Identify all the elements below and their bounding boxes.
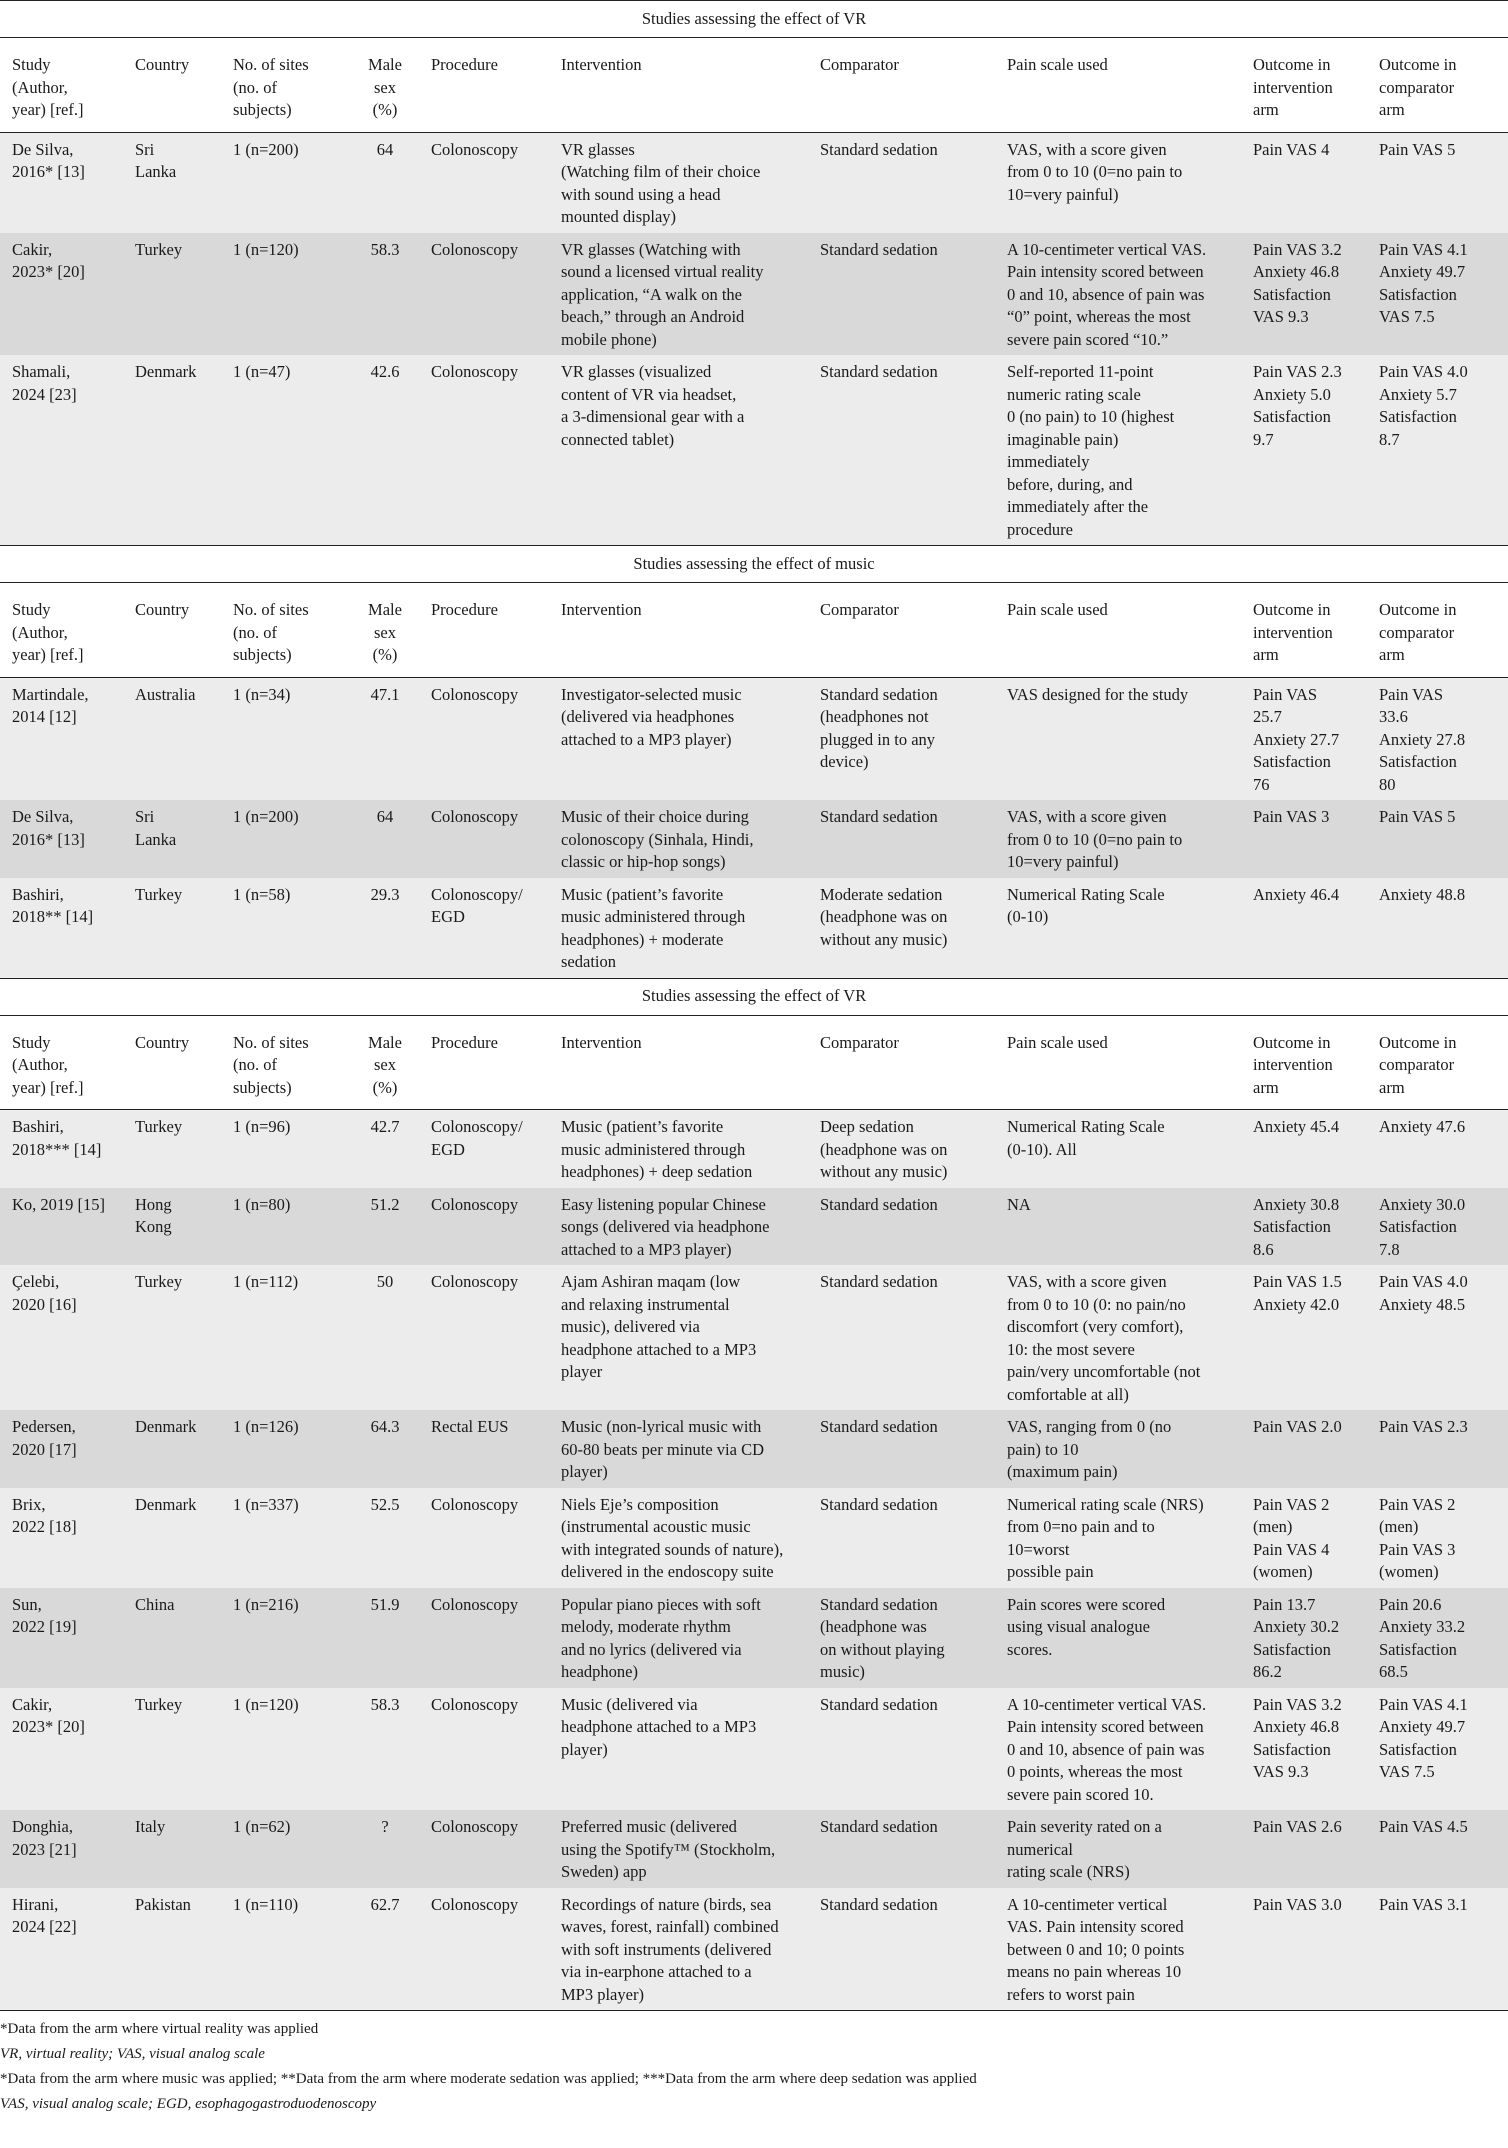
outcome-comparator-cell: Anxiety 30.0 Satisfaction 7.8 [1367, 1188, 1508, 1266]
pain-scale-cell: VAS, with a score given from 0 to 10 (0: no pain/no discomfort (very comfort), 10: the most severe pain/very uncomfortable (not comfortable at all) [995, 1265, 1241, 1410]
country-cell: Turkey [123, 878, 221, 979]
comparator-cell: Standard sedation [808, 1265, 995, 1410]
table-row [0, 1188, 1508, 1266]
comparator-cell: Standard sedation (headphones not plugged in to any device) [808, 677, 995, 800]
male-sex-cell: 58.3 [351, 1688, 419, 1811]
outcome-intervention-cell: Pain VAS 3 [1241, 800, 1367, 878]
note-vas-abbreviations: VAS, visual analog scale; EGD, esophagogastroduodenoscopy [0, 2096, 377, 2112]
pain-scale-cell: Pain scores were scored using visual analogue scores. [995, 1588, 1241, 1688]
country-cell: Turkey [123, 233, 221, 356]
sites-cell: 1 (n=80) [221, 1188, 351, 1266]
procedure-cell: Colonoscopy [419, 800, 549, 878]
pain-scale-cell: A 10-centimeter vertical VAS. Pain intensity scored between 0 and 10; 0 points means no pain whereas 10 refers to worst pain [995, 1888, 1241, 2011]
table-row [0, 132, 1508, 233]
sites-cell: 1 (n=47) [221, 355, 351, 546]
header-comparator: Comparator [808, 1015, 995, 1110]
outcome-comparator-cell: Pain VAS 4.0 Anxiety 5.7 Satisfaction 8.7 [1367, 355, 1508, 546]
sites-cell: 1 (n=200) [221, 800, 351, 878]
comparator-cell: Standard sedation [808, 233, 995, 356]
table-row [0, 233, 1508, 356]
study-cell: Shamali, 2024 [23] [0, 355, 123, 546]
outcome-comparator-cell: Pain VAS 4.1 Anxiety 49.7 Satisfaction VAS 7.5 [1367, 1688, 1508, 1811]
intervention-cell: VR glasses (visualized content of VR via headset, a 3-dimensional gear with a connected tablet) [549, 355, 808, 546]
pain-scale-cell: VAS, ranging from 0 (no pain) to 10 (maximum pain) [995, 1410, 1241, 1488]
section-title: Studies assessing the effect of music [0, 546, 1508, 583]
outcome-comparator-cell: Anxiety 48.8 [1367, 878, 1508, 979]
table-notes [0, 2011, 1508, 2117]
table-row [0, 800, 1508, 878]
male-sex-cell: 42.7 [351, 1110, 419, 1188]
intervention-cell: Music (patient’s favorite music administered through headphones) + deep sedation [549, 1110, 808, 1188]
sites-cell: 1 (n=112) [221, 1265, 351, 1410]
procedure-cell: Colonoscopy [419, 1188, 549, 1266]
outcome-intervention-cell: Pain VAS 4 [1241, 132, 1367, 233]
comparator-cell: Standard sedation [808, 1488, 995, 1588]
table-row [0, 1888, 1508, 2011]
pain-scale-cell: Numerical rating scale (NRS) from 0=no pain and to 10=worst possible pain [995, 1488, 1241, 1588]
header-intervention: Intervention [549, 38, 808, 133]
intervention-cell: Recordings of nature (birds, sea waves, forest, rainfall) combined with soft instruments (delivered via in-earphone attached to a MP3 player) [549, 1888, 808, 2011]
header-pain-scale: Pain scale used [995, 38, 1241, 133]
comparator-cell: Standard sedation [808, 1810, 995, 1888]
header-procedure: Procedure [419, 583, 549, 678]
country-cell: Australia [123, 677, 221, 800]
header-country: Country [123, 583, 221, 678]
pain-scale-cell: NA [995, 1188, 1241, 1266]
outcome-comparator-cell: Pain VAS 5 [1367, 800, 1508, 878]
sites-cell: 1 (n=200) [221, 132, 351, 233]
comparator-cell: Deep sedation (headphone was on without any music) [808, 1110, 995, 1188]
header-row [0, 38, 1508, 133]
header-outcome-comparator: Outcome in comparator arm [1367, 38, 1508, 133]
male-sex-cell: 64.3 [351, 1410, 419, 1488]
outcome-intervention-cell: Anxiety 30.8 Satisfaction 8.6 [1241, 1188, 1367, 1266]
outcome-comparator-cell: Pain VAS 33.6 Anxiety 27.8 Satisfaction 80 [1367, 677, 1508, 800]
sites-cell: 1 (n=34) [221, 677, 351, 800]
procedure-cell: Colonoscopy/ EGD [419, 1110, 549, 1188]
comparator-cell: Standard sedation [808, 1410, 995, 1488]
intervention-cell: Niels Eje’s composition (instrumental acoustic music with integrated sounds of nature), delivered in the endoscopy suite [549, 1488, 808, 1588]
section-title: Studies assessing the effect of VR [0, 978, 1508, 1015]
header-outcome-intervention: Outcome in intervention arm [1241, 583, 1367, 678]
country-cell: Sri Lanka [123, 800, 221, 878]
header-pain-scale: Pain scale used [995, 583, 1241, 678]
comparator-cell: Standard sedation [808, 132, 995, 233]
intervention-cell: VR glasses (Watching film of their choice with sound using a head mounted display) [549, 132, 808, 233]
table-row [0, 878, 1508, 979]
table-row [0, 1488, 1508, 1588]
pain-scale-cell: A 10-centimeter vertical VAS. Pain intensity scored between 0 and 10, absence of pain was “0” point, whereas the most severe pain scored “10.” [995, 233, 1241, 356]
comparator-cell: Standard sedation [808, 1688, 995, 1811]
outcome-intervention-cell: Pain VAS 2.0 [1241, 1410, 1367, 1488]
procedure-cell: Colonoscopy [419, 132, 549, 233]
sites-cell: 1 (n=120) [221, 1688, 351, 1811]
header-male-sex: Male sex (%) [351, 38, 419, 133]
outcome-intervention-cell: Anxiety 45.4 [1241, 1110, 1367, 1188]
male-sex-cell: 52.5 [351, 1488, 419, 1588]
male-sex-cell: 50 [351, 1265, 419, 1410]
outcome-intervention-cell: Pain VAS 2.3 Anxiety 5.0 Satisfaction 9.7 [1241, 355, 1367, 546]
comparator-cell: Standard sedation [808, 800, 995, 878]
pain-scale-cell: Numerical Rating Scale (0-10) [995, 878, 1241, 979]
study-cell: Pedersen, 2020 [17] [0, 1410, 123, 1488]
header-outcome-comparator: Outcome in comparator arm [1367, 1015, 1508, 1110]
note-music-arm: *Data from the arm where music was applied; **Data from the arm where moderate sedation was applied; ***Data from the arm where deep sedation was applied [0, 2071, 977, 2087]
intervention-cell: Preferred music (delivered using the Spotify™ (Stockholm, Sweden) app [549, 1810, 808, 1888]
header-sites: No. of sites (no. of subjects) [221, 583, 351, 678]
outcome-comparator-cell: Pain VAS 4.1 Anxiety 49.7 Satisfaction VAS 7.5 [1367, 233, 1508, 356]
header-pain-scale: Pain scale used [995, 1015, 1241, 1110]
section-title-row [0, 546, 1508, 583]
header-study: Study (Author, year) [ref.] [0, 38, 123, 133]
country-cell: Hong Kong [123, 1188, 221, 1266]
header-row [0, 1015, 1508, 1110]
male-sex-cell: ? [351, 1810, 419, 1888]
study-cell: Bashiri, 2018*** [14] [0, 1110, 123, 1188]
study-cell: Hirani, 2024 [22] [0, 1888, 123, 2011]
study-cell: Sun, 2022 [19] [0, 1588, 123, 1688]
intervention-cell: Music (non-lyrical music with 60-80 beats per minute via CD player) [549, 1410, 808, 1488]
header-country: Country [123, 38, 221, 133]
pain-scale-cell: Numerical Rating Scale (0-10). All [995, 1110, 1241, 1188]
comparator-cell: Standard sedation (headphone was on without playing music) [808, 1588, 995, 1688]
header-procedure: Procedure [419, 1015, 549, 1110]
table-row [0, 1588, 1508, 1688]
header-study: Study (Author, year) [ref.] [0, 1015, 123, 1110]
outcome-intervention-cell: Pain VAS 2.6 [1241, 1810, 1367, 1888]
study-cell: Çelebi, 2020 [16] [0, 1265, 123, 1410]
outcome-comparator-cell: Anxiety 47.6 [1367, 1110, 1508, 1188]
procedure-cell: Colonoscopy [419, 233, 549, 356]
comparator-cell: Moderate sedation (headphone was on without any music) [808, 878, 995, 979]
pain-scale-cell: Self-reported 11-point numeric rating scale 0 (no pain) to 10 (highest imaginable pain) immediately before, during, and immediately after the procedure [995, 355, 1241, 546]
sites-cell: 1 (n=110) [221, 1888, 351, 2011]
sites-cell: 1 (n=58) [221, 878, 351, 979]
note-vr-abbreviations: VR, virtual reality; VAS, visual analog scale [0, 2046, 265, 2062]
procedure-cell: Colonoscopy [419, 1888, 549, 2011]
procedure-cell: Colonoscopy [419, 1265, 549, 1410]
study-cell: De Silva, 2016* [13] [0, 132, 123, 233]
pain-scale-cell: A 10-centimeter vertical VAS. Pain intensity scored between 0 and 10, absence of pain was 0 points, whereas the most severe pain scored 10. [995, 1688, 1241, 1811]
header-outcome-intervention: Outcome in intervention arm [1241, 1015, 1367, 1110]
section-title-row [0, 978, 1508, 1015]
male-sex-cell: 62.7 [351, 1888, 419, 2011]
note-vr-arm: *Data from the arm where virtual reality was applied [0, 2021, 319, 2037]
intervention-cell: Music (patient’s favorite music administered through headphones) + moderate sedation [549, 878, 808, 979]
sites-cell: 1 (n=120) [221, 233, 351, 356]
country-cell: Turkey [123, 1688, 221, 1811]
male-sex-cell: 51.9 [351, 1588, 419, 1688]
intervention-cell: VR glasses (Watching with sound a licensed virtual reality application, “A walk on the beach,” through an Android mobile phone) [549, 233, 808, 356]
country-cell: China [123, 1588, 221, 1688]
header-procedure: Procedure [419, 38, 549, 133]
table-row [0, 1688, 1508, 1811]
outcome-comparator-cell: Pain VAS 3.1 [1367, 1888, 1508, 2011]
sites-cell: 1 (n=62) [221, 1810, 351, 1888]
study-cell: Cakir, 2023* [20] [0, 1688, 123, 1811]
comparator-cell: Standard sedation [808, 1888, 995, 2011]
male-sex-cell: 58.3 [351, 233, 419, 356]
male-sex-cell: 64 [351, 800, 419, 878]
procedure-cell: Colonoscopy [419, 1588, 549, 1688]
outcome-intervention-cell: Pain VAS 3.2 Anxiety 46.8 Satisfaction VAS 9.3 [1241, 233, 1367, 356]
intervention-cell: Music (delivered via headphone attached to a MP3 player) [549, 1688, 808, 1811]
intervention-cell: Easy listening popular Chinese songs (delivered via headphone attached to a MP3 player) [549, 1188, 808, 1266]
study-cell: Donghia, 2023 [21] [0, 1810, 123, 1888]
table-row [0, 1410, 1508, 1488]
country-cell: Sri Lanka [123, 132, 221, 233]
table-row [0, 1265, 1508, 1410]
section-title: Studies assessing the effect of VR [0, 1, 1508, 38]
intervention-cell: Popular piano pieces with soft melody, moderate rhythm and no lyrics (delivered via headphone) [549, 1588, 808, 1688]
procedure-cell: Colonoscopy/ EGD [419, 878, 549, 979]
outcome-comparator-cell: Pain VAS 2.3 [1367, 1410, 1508, 1488]
header-intervention: Intervention [549, 1015, 808, 1110]
outcome-intervention-cell: Pain VAS 3.2 Anxiety 46.8 Satisfaction VAS 9.3 [1241, 1688, 1367, 1811]
pain-scale-cell: Pain severity rated on a numerical rating scale (NRS) [995, 1810, 1241, 1888]
intervention-cell: Music of their choice during colonoscopy (Sinhala, Hindi, classic or hip-hop songs) [549, 800, 808, 878]
outcome-intervention-cell: Pain VAS 1.5 Anxiety 42.0 [1241, 1265, 1367, 1410]
pain-scale-cell: VAS, with a score given from 0 to 10 (0=no pain to 10=very painful) [995, 800, 1241, 878]
country-cell: Italy [123, 1810, 221, 1888]
procedure-cell: Colonoscopy [419, 355, 549, 546]
study-cell: Ko, 2019 [15] [0, 1188, 123, 1266]
header-outcome-comparator: Outcome in comparator arm [1367, 583, 1508, 678]
pain-scale-cell: VAS, with a score given from 0 to 10 (0=no pain to 10=very painful) [995, 132, 1241, 233]
male-sex-cell: 51.2 [351, 1188, 419, 1266]
header-study: Study (Author, year) [ref.] [0, 583, 123, 678]
country-cell: Denmark [123, 1488, 221, 1588]
study-cell: Martindale, 2014 [12] [0, 677, 123, 800]
table-row [0, 677, 1508, 800]
country-cell: Pakistan [123, 1888, 221, 2011]
section-title-row [0, 1, 1508, 38]
intervention-cell: Investigator-selected music (delivered via headphones attached to a MP3 player) [549, 677, 808, 800]
outcome-comparator-cell: Pain VAS 4.0 Anxiety 48.5 [1367, 1265, 1508, 1410]
sites-cell: 1 (n=96) [221, 1110, 351, 1188]
male-sex-cell: 47.1 [351, 677, 419, 800]
male-sex-cell: 29.3 [351, 878, 419, 979]
sites-cell: 1 (n=216) [221, 1588, 351, 1688]
comparator-cell: Standard sedation [808, 1188, 995, 1266]
country-cell: Turkey [123, 1265, 221, 1410]
outcome-comparator-cell: Pain VAS 2 (men) Pain VAS 3 (women) [1367, 1488, 1508, 1588]
header-row [0, 583, 1508, 678]
header-outcome-intervention: Outcome in intervention arm [1241, 38, 1367, 133]
outcome-intervention-cell: Pain VAS 2 (men) Pain VAS 4 (women) [1241, 1488, 1367, 1588]
outcome-comparator-cell: Pain 20.6 Anxiety 33.2 Satisfaction 68.5 [1367, 1588, 1508, 1688]
outcome-comparator-cell: Pain VAS 4.5 [1367, 1810, 1508, 1888]
header-comparator: Comparator [808, 38, 995, 133]
outcome-intervention-cell: Pain VAS 3.0 [1241, 1888, 1367, 2011]
country-cell: Denmark [123, 355, 221, 546]
pain-scale-cell: VAS designed for the study [995, 677, 1241, 800]
procedure-cell: Colonoscopy [419, 677, 549, 800]
procedure-cell: Colonoscopy [419, 1488, 549, 1588]
comparator-cell: Standard sedation [808, 355, 995, 546]
table-row [0, 1810, 1508, 1888]
outcome-intervention-cell: Anxiety 46.4 [1241, 878, 1367, 979]
outcome-comparator-cell: Pain VAS 5 [1367, 132, 1508, 233]
procedure-cell: Colonoscopy [419, 1688, 549, 1811]
outcome-intervention-cell: Pain 13.7 Anxiety 30.2 Satisfaction 86.2 [1241, 1588, 1367, 1688]
header-sites: No. of sites (no. of subjects) [221, 1015, 351, 1110]
header-male-sex: Male sex (%) [351, 1015, 419, 1110]
table-row [0, 1110, 1508, 1188]
header-male-sex: Male sex (%) [351, 583, 419, 678]
sites-cell: 1 (n=337) [221, 1488, 351, 1588]
study-cell: Cakir, 2023* [20] [0, 233, 123, 356]
table-row [0, 355, 1508, 546]
study-cell: Brix, 2022 [18] [0, 1488, 123, 1588]
header-intervention: Intervention [549, 583, 808, 678]
study-cell: Bashiri, 2018** [14] [0, 878, 123, 979]
header-sites: No. of sites (no. of subjects) [221, 38, 351, 133]
procedure-cell: Colonoscopy [419, 1810, 549, 1888]
country-cell: Turkey [123, 1110, 221, 1188]
intervention-cell: Ajam Ashiran maqam (low and relaxing instrumental music), delivered via headphone attached to a MP3 player [549, 1265, 808, 1410]
sites-cell: 1 (n=126) [221, 1410, 351, 1488]
outcome-intervention-cell: Pain VAS 25.7 Anxiety 27.7 Satisfaction 76 [1241, 677, 1367, 800]
table-body [0, 1, 1508, 2011]
country-cell: Denmark [123, 1410, 221, 1488]
header-country: Country [123, 1015, 221, 1110]
male-sex-cell: 64 [351, 132, 419, 233]
procedure-cell: Rectal EUS [419, 1410, 549, 1488]
header-comparator: Comparator [808, 583, 995, 678]
male-sex-cell: 42.6 [351, 355, 419, 546]
study-cell: De Silva, 2016* [13] [0, 800, 123, 878]
